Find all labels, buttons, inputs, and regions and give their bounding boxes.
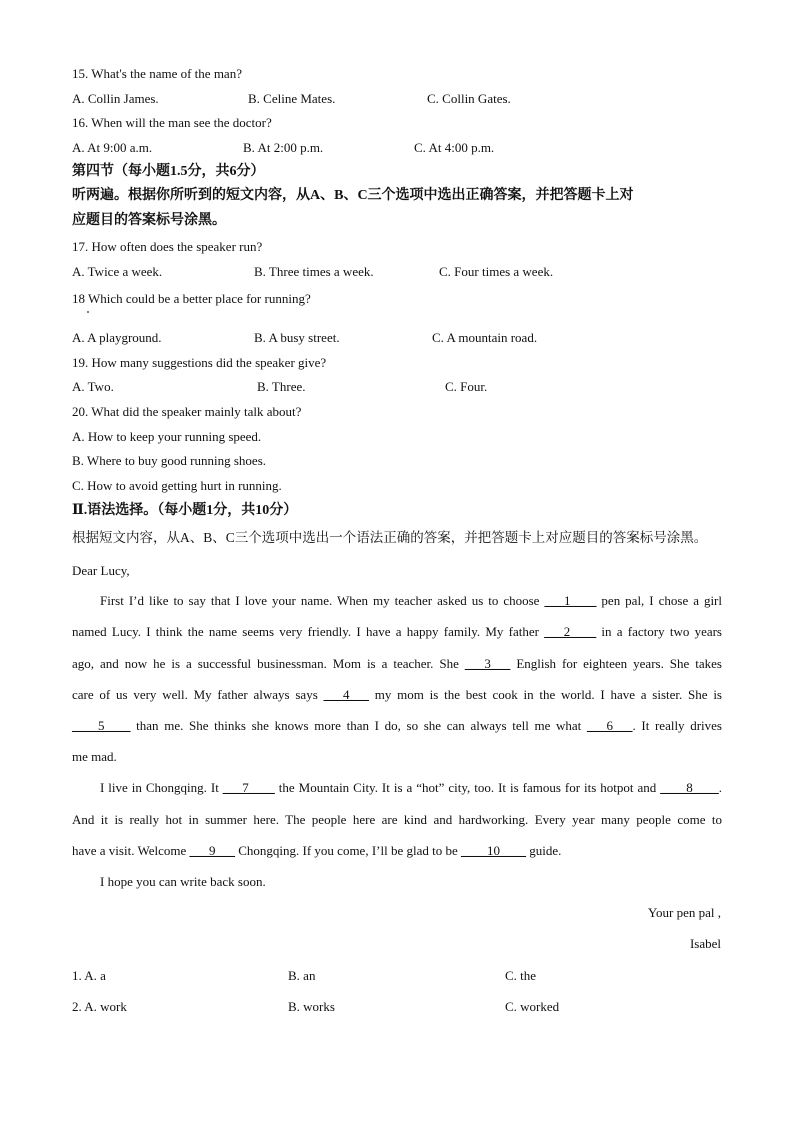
question-15-option-a: A. Collin James. — [72, 91, 159, 106]
paragraph-2-line-2: And it is really hot in summer here. The people here are kind and hardworking. Every year many people come to — [72, 812, 722, 827]
question-18-option-a: A. A playground. — [72, 330, 162, 345]
section-4-instruction-line-2: 应题目的答案标号涂黑。 — [72, 213, 226, 228]
question-16-stem: 16. When will the man see the doctor? — [72, 115, 272, 130]
paragraph-1-line-6: me mad. — [72, 749, 117, 764]
question-20-stem: 20. What did the speaker mainly talk about? — [72, 404, 302, 419]
paragraph-1-line-1: First I’d like to say that I love your name. When my teacher asked us to choose ___1____ pen pal, I chose a girl — [100, 593, 723, 608]
question-17-option-c: C. Four times a week. — [439, 264, 554, 279]
grammar-q2-option-c: C. worked — [505, 999, 560, 1014]
section-4-title: 第四节（每小题1.5分，共6分） — [72, 164, 265, 179]
question-20-option-a: A. How to keep your running speed. — [72, 429, 262, 444]
question-20-option-c: C. How to avoid getting hurt in running. — [72, 478, 282, 493]
stray-dot — [87, 311, 89, 313]
paragraph-1-line-2: named Lucy. I think the name seems very friendly. I have a happy family. My father ___2____ in a factory two years — [72, 624, 722, 639]
question-19-option-a: A. Two. — [72, 379, 114, 394]
paragraph-1-line-5: ____5____ than me. She thinks she knows more than I do, so she can always tell me what ___6___. It really drives — [72, 718, 722, 733]
question-19-option-c: C. Four. — [445, 379, 488, 394]
question-15-option-b: B. Celine Mates. — [248, 91, 336, 106]
blank-2[interactable]: ___2____ — [544, 624, 597, 639]
blank-1[interactable]: ___1____ — [544, 593, 597, 608]
blank-9[interactable]: ___9___ — [189, 843, 235, 858]
question-17-option-a: A. Twice a week. — [72, 264, 163, 279]
blank-5[interactable]: ____5____ — [72, 718, 131, 733]
blank-3[interactable]: ___3___ — [464, 656, 511, 671]
section-4-instruction-line-1: 听两遍。根据你所听到的短文内容，从A、B、C三个选项中选出正确答案，并把答题卡上对 — [72, 188, 634, 203]
question-17-stem: 17. How often does the speaker run? — [72, 239, 263, 254]
question-17-option-b: B. Three times a week. — [254, 264, 374, 279]
letter-greeting: Dear Lucy, — [72, 563, 130, 578]
question-18-option-c: C. A mountain road. — [432, 330, 538, 345]
blank-6[interactable]: ___6___ — [586, 718, 633, 733]
blank-10[interactable]: ____10____ — [461, 843, 526, 858]
question-15-option-c: C. Collin Gates. — [427, 91, 511, 106]
grammar-q2-option-b: B. works — [288, 999, 335, 1014]
letter-closing: Your pen pal , — [647, 905, 721, 920]
grammar-instruction: 根据短文内容，从A、B、C三个选项中选出一个语法正确的答案，并把答题卡上对应题目的答案标号涂黑。 — [72, 530, 708, 545]
question-16-option-c: C. At 4:00 p.m. — [414, 140, 495, 155]
grammar-section-title: Ⅱ.语法选择。（每小题1分，共10分） — [72, 503, 298, 518]
blank-7[interactable]: ___7____ — [222, 780, 275, 795]
question-16-option-a: A. At 9:00 a.m. — [72, 140, 153, 155]
question-16-option-b: B. At 2:00 p.m. — [243, 140, 324, 155]
question-15-stem: 15. What's the name of the man? — [72, 66, 242, 81]
question-18-stem: 18 Which could be a better place for running? — [72, 291, 311, 306]
grammar-q1-option-b: B. an — [288, 968, 316, 983]
paragraph-1-line-4: care of us very well. My father always says ___4___ my mom is the best cook in the world. I have a sister. She is — [72, 687, 722, 702]
grammar-q1-option-c: C. the — [505, 968, 537, 983]
paragraph-2-line-1: I live in Chongqing. It ___7____ the Mountain City. It is a “hot” city, too. It is famous for its hotpot and ____8____. — [100, 780, 722, 795]
question-20-option-b: B. Where to buy good running shoes. — [72, 453, 267, 468]
paragraph-3: I hope you can write back soon. — [100, 874, 266, 889]
grammar-q1-option-a: 1. A. a — [72, 968, 106, 983]
blank-4[interactable]: ___4___ — [323, 687, 370, 702]
paragraph-2-line-3: have a visit. Welcome ___9___ Chongqing. If you come, I’ll be glad to be ____10____ guide. — [72, 843, 562, 858]
grammar-q2-option-a: 2. A. work — [72, 999, 127, 1014]
blank-8[interactable]: ____8____ — [660, 780, 719, 795]
paragraph-1-line-3: ago, and now he is a successful businessman. Mom is a teacher. She ___3___ English for eighteen years. She takes — [72, 656, 722, 671]
question-18-option-b: B. A busy street. — [254, 330, 340, 345]
question-19-stem: 19. How many suggestions did the speaker give? — [72, 355, 327, 370]
letter-signature: Isabel — [689, 936, 721, 951]
question-19-option-b: B. Three. — [257, 379, 306, 394]
